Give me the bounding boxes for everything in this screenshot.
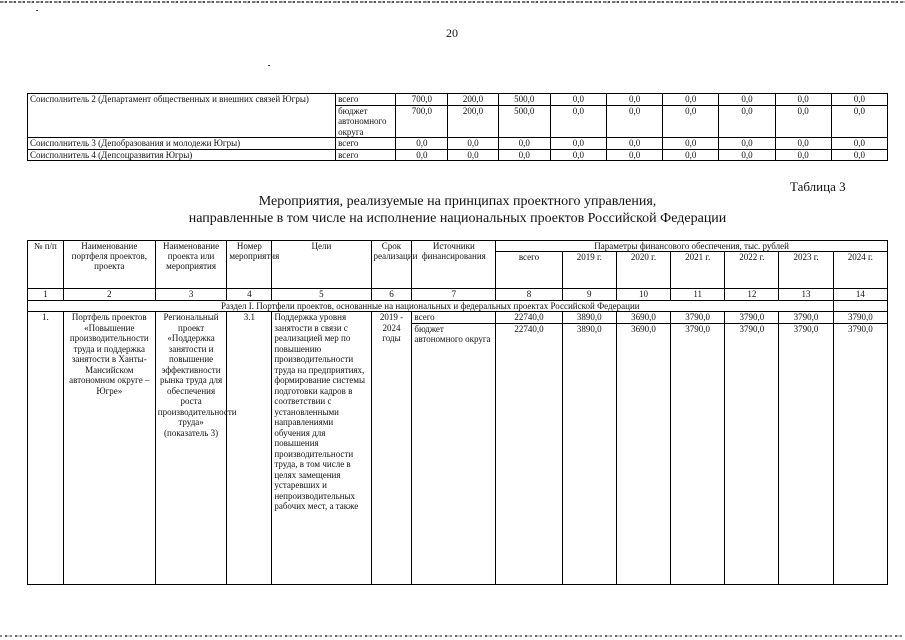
- value-cell: 22740,0: [496, 312, 562, 324]
- project-name: Региональный проект «Поддержка занятости и повышение эффективности рынка труда для обеспечения роста производительности труда» (показатель 3): [155, 312, 227, 585]
- table-label: Таблица 3: [790, 179, 846, 194]
- value-cell: 200,0: [448, 105, 498, 138]
- value-cell: 0,0: [775, 105, 831, 138]
- table-row: [28, 138, 888, 150]
- value-cell: 3790,0: [779, 323, 833, 585]
- page-number: 20: [446, 26, 458, 40]
- value-cell: 0,0: [550, 149, 606, 161]
- projects-table: [27, 240, 888, 585]
- term-text: 2019 - 2024 годы: [371, 312, 412, 585]
- column-number: 14: [833, 289, 887, 301]
- value-cell: 0,0: [663, 94, 719, 106]
- column-number: 13: [779, 289, 833, 301]
- heading-line-1: Мероприятия, реализуемые на принципах проектного управления,: [258, 194, 657, 209]
- header-row: [28, 241, 888, 252]
- source-cell: бюджет автономного округа: [336, 105, 396, 138]
- column-number: 9: [562, 289, 616, 301]
- header-year: 2023 г.: [779, 252, 833, 289]
- value-cell: 3690,0: [616, 323, 670, 585]
- co-executor-name: Соисполнитель 2 (Департамент общественных и внешних связей Югры): [28, 94, 336, 138]
- value-cell: 0,0: [719, 94, 775, 106]
- header-year: 2019 г.: [562, 252, 616, 289]
- value-cell: 0,0: [775, 94, 831, 106]
- co-executor-name: Соисполнитель 4 (Депсоцразвития Югры): [28, 149, 336, 161]
- header-project: Наименование проекта или мероприятия: [155, 241, 227, 289]
- value-cell: 3690,0: [616, 312, 670, 324]
- header-finance-group: Параметры финансового обеспечения, тыс. рублей: [496, 241, 888, 252]
- goals-text: Поддержка уровня занятости в связи с реализацией мер по повышению производительности труда на предприятиях, формирование системы подготовки кадров в соответствии с установленными направлениями обучения для повышения производительности труда, в том числе в целях замещения устаревших и непроизводительных рабочих мест, а также: [272, 312, 371, 585]
- source-total: всего: [412, 312, 496, 324]
- header-measure-number: Номер мероприятия: [227, 241, 272, 289]
- source-cell: всего: [336, 94, 396, 106]
- header-total: всего: [496, 252, 562, 289]
- section-empty-cell: [833, 300, 887, 312]
- co-executors-table: [27, 93, 888, 161]
- header-sources: Источники финансирования: [412, 241, 496, 289]
- column-number: 6: [371, 289, 412, 301]
- column-number: 4: [227, 289, 272, 301]
- value-cell: 3790,0: [833, 323, 887, 585]
- heading-line-2: направленные в том числе на исполнение национальных проектов Российской Федерации: [188, 211, 727, 226]
- value-cell: 3790,0: [725, 312, 779, 324]
- header-year: 2022 г.: [725, 252, 779, 289]
- value-cell: 200,0: [448, 94, 498, 106]
- source-cell: всего: [336, 138, 396, 150]
- column-number: 5: [272, 289, 371, 301]
- header-num: № п/п: [28, 241, 64, 289]
- value-cell: 0,0: [498, 149, 550, 161]
- value-cell: 0,0: [831, 149, 887, 161]
- scan-speck: [36, 10, 38, 11]
- scan-edge-top: [0, 1, 905, 3]
- header-term: Срок реализации: [371, 241, 412, 289]
- table-row: [28, 149, 888, 161]
- value-cell: 0,0: [719, 149, 775, 161]
- column-number: 2: [63, 289, 155, 301]
- column-number: 11: [671, 289, 725, 301]
- value-cell: 0,0: [663, 138, 719, 150]
- value-cell: 3790,0: [779, 312, 833, 324]
- value-cell: 0,0: [831, 138, 887, 150]
- value-cell: 3790,0: [671, 323, 725, 585]
- value-cell: 0,0: [550, 105, 606, 138]
- value-cell: 0,0: [396, 138, 448, 150]
- value-cell: 0,0: [775, 149, 831, 161]
- value-cell: 3790,0: [725, 323, 779, 585]
- column-number: 3: [155, 289, 227, 301]
- header-year: 2020 г.: [616, 252, 670, 289]
- row-number: 1.: [28, 312, 64, 585]
- header-portfolio: Наименование портфеля проектов, проекта: [63, 241, 155, 289]
- value-cell: 0,0: [719, 138, 775, 150]
- section-row: [28, 300, 888, 312]
- co-executor-name: Соисполнитель 3 (Депобразования и молодежи Югры): [28, 138, 336, 150]
- column-number: 10: [616, 289, 670, 301]
- value-cell: 3890,0: [562, 312, 616, 324]
- table-row: [28, 312, 888, 324]
- value-cell: 500,0: [498, 94, 550, 106]
- value-cell: 0,0: [448, 149, 498, 161]
- value-cell: 0,0: [663, 105, 719, 138]
- value-cell: 3790,0: [833, 312, 887, 324]
- value-cell: 700,0: [396, 94, 448, 106]
- header-year: 2024 г.: [833, 252, 887, 289]
- value-cell: 0,0: [606, 149, 662, 161]
- column-number: 1: [28, 289, 64, 301]
- column-number: 12: [725, 289, 779, 301]
- value-cell: 0,0: [719, 105, 775, 138]
- value-cell: 0,0: [498, 138, 550, 150]
- value-cell: 700,0: [396, 105, 448, 138]
- value-cell: 0,0: [396, 149, 448, 161]
- header-goals: Цели: [272, 241, 371, 289]
- value-cell: 0,0: [775, 138, 831, 150]
- source-cell: всего: [336, 149, 396, 161]
- column-number: 7: [412, 289, 496, 301]
- value-cell: 500,0: [498, 105, 550, 138]
- value-cell: 0,0: [550, 138, 606, 150]
- section-title: Раздел I. Портфели проектов, основанные на национальных и федеральных проектах Российской Федерации: [28, 300, 834, 312]
- section-heading: [27, 193, 888, 227]
- value-cell: 0,0: [550, 94, 606, 106]
- value-cell: 0,0: [606, 94, 662, 106]
- header-year: 2021 г.: [671, 252, 725, 289]
- value-cell: 22740,0: [496, 323, 562, 585]
- scan-edge-bottom: [0, 635, 905, 637]
- portfolio-name: Портфель проектов «Повышение производительности труда и поддержка занятости в Ханты-Мансийском автономном округе – Югре»: [63, 312, 155, 585]
- column-number: 8: [496, 289, 562, 301]
- source-budget: бюджет автономного округа: [412, 323, 496, 585]
- scan-speck: [268, 65, 270, 66]
- measure-number: 3.1: [227, 312, 272, 585]
- column-number-row: [28, 289, 888, 301]
- value-cell: 0,0: [831, 105, 887, 138]
- value-cell: 0,0: [663, 149, 719, 161]
- value-cell: 3890,0: [562, 323, 616, 585]
- value-cell: 0,0: [448, 138, 498, 150]
- value-cell: 0,0: [831, 94, 887, 106]
- value-cell: 0,0: [606, 138, 662, 150]
- value-cell: 0,0: [606, 105, 662, 138]
- value-cell: 3790,0: [671, 312, 725, 324]
- table-row: [28, 94, 888, 106]
